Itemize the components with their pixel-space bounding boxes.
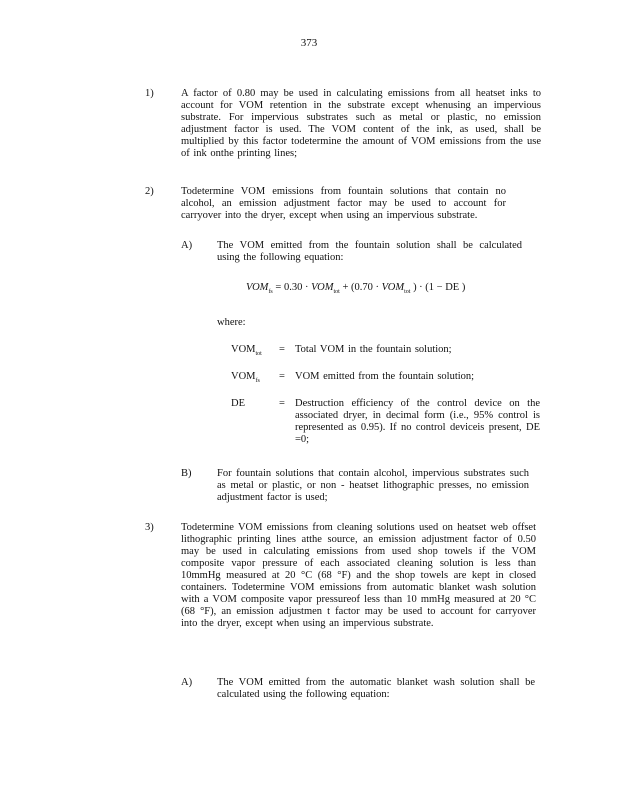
definition-term-vom-fs: $VOM_{fs}$ — [231, 371, 260, 385]
item-number-1: 1) — [145, 88, 154, 99]
item-number-3: 3) — [145, 522, 154, 533]
item-number-2: 2) — [145, 186, 154, 197]
definition-text-vom-tot: Total VOM in the fountain solution; — [295, 344, 452, 355]
definition-text-de: Destruction efficiency of the control device on the associated dryer, in decimal form (i.e., 95% control is represented as 0.95). If no control deviceis present, DE =0; — [295, 398, 540, 445]
definition-equals: = — [279, 371, 285, 382]
definition-term-de: DE — [231, 398, 245, 409]
item-2b-text: For fountain solutions that contain alcohol, impervious substrates such as metal or plastic, or non - heatset lithographic presses, no emission adjustment factor is used; — [217, 468, 529, 503]
item-2b-number: B) — [181, 468, 192, 479]
item-3a-text: The VOM emitted from the automatic blanket wash solution shall be calculated using the following equation: — [217, 677, 535, 700]
where-label: where: — [217, 317, 246, 328]
fountain-equation: $VOM_{fs} = 0.30 \cdot VOM_{tot} + (0.70 \cdot VOM_{tot}$ ) · (1 − DE ) — [246, 282, 466, 296]
item-2a-number: A) — [181, 240, 193, 251]
item-2a-text: The VOM emitted from the fountain solution shall be calculated using the following equation: — [217, 240, 522, 263]
page-number: 373 — [300, 37, 318, 49]
item-text-1: A factor of 0.80 may be used in calculating emissions from all heatset inks to account for VOM retention in the substrate except whenusing an impervious substrate. For impervious substrates such as metal or plastic, no emission adjustment factor is used. The VOM content of the ink, as used, shall be multiplied by this factor todetermine the amount of VOM emissions from the use of ink onthe printing lines; — [181, 88, 541, 159]
item-3a-number: A) — [181, 677, 193, 688]
definition-equals: = — [279, 344, 285, 355]
item-text-2: Todetermine VOM emissions from fountain solutions that contain no alcohol, an emission adjustment factor may be used to account for carryover into the dryer, except when using an impervious substrate. — [181, 186, 506, 221]
definition-equals: = — [279, 398, 285, 409]
definition-term-vom-tot: $VOM_{tot}$ — [231, 344, 262, 358]
item-text-3: Todetermine VOM emissions from cleaning solutions used on heatset web offset lithographic printing lines atthe source, an emission adjustment factor of 0.50 may be used in calculating emissions from used shop towels if the VOM composite vapor pressure of each associated cleaning solution is less than 10mmHg measured at 20 °C (68 °F) and the shop towels are kept in closed containers. Todetermine VOM emissions from automatic blanket wash solution with a VOM composite vapor pressureof less than 10 mmHg measured at 20 °C (68 °F), an emission adjustmen t factor may be used to account for carryover into the dryer, except when using an impervious substrate. — [181, 522, 536, 629]
definition-text-vom-fs: VOM emitted from the fountain solution; — [295, 371, 475, 382]
